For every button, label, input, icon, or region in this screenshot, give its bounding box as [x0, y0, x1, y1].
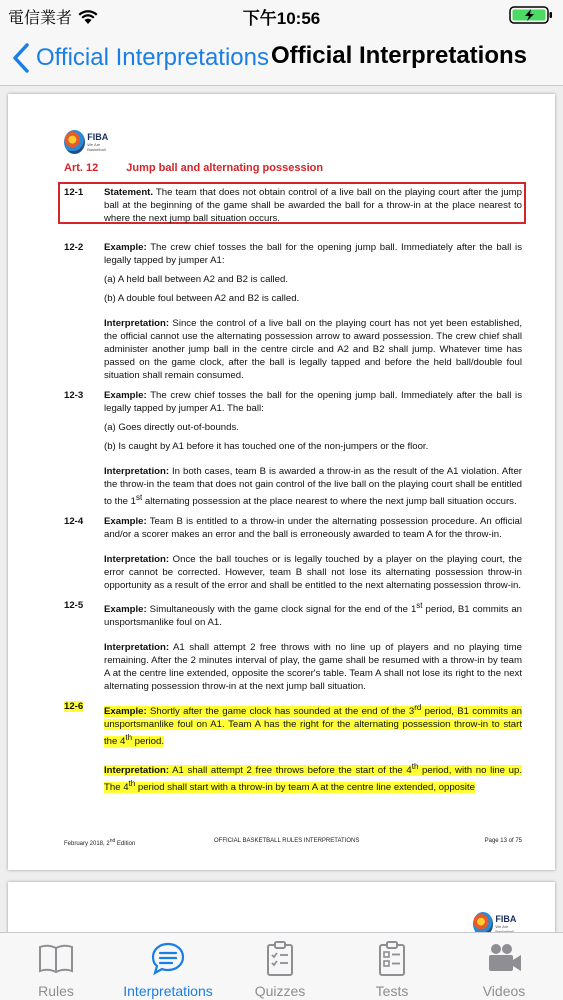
fiba-logo: FIBA We Are Basketball	[64, 127, 116, 157]
entry-number: 12-1	[64, 187, 84, 198]
status-bar	[0, 0, 563, 30]
fiba-ball-icon	[64, 130, 85, 154]
tab-label: Videos	[482, 983, 526, 999]
interpretation-lead: Interpretation:	[104, 318, 170, 329]
page-title: Official Interpretations	[270, 42, 527, 69]
carrier-label: 電信業者	[8, 10, 73, 27]
battery-charging-icon	[509, 6, 555, 24]
status-time: 下午10:56	[242, 9, 321, 28]
back-button[interactable]	[12, 40, 269, 76]
chevron-left-icon	[12, 43, 30, 73]
highlighted-example: Example: Shortly after the game clock has sounded at the end of the 3rd period, B1 commits an unsportsmanlike foul on A1. Team A has the right for the alternating possession throw-in to start the 4th period.	[104, 702, 522, 747]
entry-lead: Example:	[104, 390, 147, 401]
fiba-ball-icon	[473, 912, 493, 932]
entry-12-3: 12-3 Example: The crew chief tosses the ball for the opening jump ball. Immediately after the ball is legally tapped by jumper A1. The ball: (a) Goes directly out-of-bounds. (b) Is caught by A1 before it has touched one of the non-jumpers or the floor. Interpretation: In both cases, team B is awarded a throw-in as the result of the A1 violation. After the throw-in the team that does not gain control of the live ball on the playing court shall be entitled to the 1st alternating possession at the place nearest to where the next jump ball situation occurs.	[64, 390, 522, 508]
entry-lead: Example:	[104, 516, 147, 528]
book-icon	[36, 939, 76, 979]
interpretation-text: Once the ball touches or is legally touched by a player on the playing court, the error cannot be corrected. However, team B shall not lose its alternating possession throw-in opportunity as a result of the error and shall be entitled to the next alternating possession throw-in.	[104, 554, 522, 592]
entry-case-b: (b) Is caught by A1 before it has touched one of the non-jumpers or the floor.	[104, 441, 429, 452]
tab-videos[interactable]	[448, 939, 560, 999]
tab-bar	[0, 932, 563, 1000]
entry-number: 12-6	[64, 701, 84, 713]
tab-label: Tests	[375, 983, 409, 999]
interpretation-lead: Interpretation:	[104, 466, 170, 477]
footer-title: OFFICIAL BASKETBALL RULES INTERPRETATIONS	[214, 838, 360, 844]
interpretation-lead: Interpretation:	[104, 554, 170, 566]
entry-12-2	[64, 241, 522, 382]
video-camera-icon	[484, 939, 524, 979]
interpretation-text: A1 shall attempt 2 free throws with no line up of players and no playing time remaining. After the 2 minutes interval of play, the game shall be resumed with a throw-in by team A at the centre line extended, opposite the scorer's table. Team A shall not lose its right to the next alternating possession throw-in at the next jump ball situation.	[104, 642, 522, 693]
entry-12-5: 12-5 Example: Simultaneously with the game clock signal for the end of the 1st period, B1 commits an unsportsmanlike foul on A1. Interpretation: A1 shall attempt 2 free throws with no line up of players and no playing time remaining. After the 2 minutes interval of play, the game shall be resumed with a throw-in by team A at the centre line extended, opposite the scorer's table. Team A shall not lose its right to the next alternating possession throw-in at the next jump ball situation.	[64, 600, 522, 693]
article-title: Jump ball and alternating possession	[126, 162, 324, 174]
entry-case-a: (a) A held ball between A2 and B2 is called.	[104, 274, 289, 285]
tab-rules[interactable]	[0, 939, 112, 999]
entry-lead: Example:	[104, 604, 147, 616]
entry-lead: Example:	[104, 242, 147, 253]
next-document-page	[8, 882, 555, 932]
clipboard-checklist-icon	[260, 939, 300, 979]
document-page	[8, 94, 555, 870]
entry-text: Team B is entitled to a throw-in under the alternating possession procedure. An official and/or a scorer makes an error and the ball is erroneously awarded to team A for the throw-in.	[104, 516, 522, 541]
entry-text: The crew chief tosses the ball for the opening jump ball. Immediately after the ball is legally tapped by jumper A1:	[104, 242, 522, 266]
highlighted-interpretation: Interpretation: A1 shall attempt 2 free throws before the start of the 4th period, with no line up. The 4th period shall start with a throw-in by team A at the centre line extended, opposite	[104, 761, 522, 794]
footer-page-number: Page 13 of 75	[484, 838, 522, 844]
tab-label: Rules	[38, 983, 74, 999]
entry-text: The crew chief tosses the ball for the opening jump ball. Immediately after the ball is legally tapped by jumper A1. The ball:	[104, 390, 522, 414]
fiba-logo: FIBA We Are Basketball	[473, 910, 523, 932]
tab-tests[interactable]	[336, 939, 448, 999]
document-body	[64, 186, 522, 801]
back-button-label: Official Interpretations	[36, 44, 270, 71]
entry-lead: Statement.	[104, 187, 154, 198]
entry-12-1	[64, 186, 522, 225]
interpretation-text: Since the control of a live ball on the playing court has not yet been established, the official cannot use the alternating possession arrow to award possession. The crew chief shall administer another jump ball in the centre circle and A2 and B2 shall jump. Whatever time has passed on the game clock, after the ball is legally tapped and before the held ball/double foul situation shall remain consumed.	[104, 318, 522, 381]
footer-edition: February 2018, 2nd Edition	[64, 838, 136, 847]
entry-case-a: (a) Goes directly out-of-bounds.	[104, 422, 239, 433]
article-number: Art. 12	[64, 162, 99, 174]
entry-12-4	[64, 515, 522, 592]
tab-label: Quizzes	[254, 983, 306, 999]
entry-12-6	[64, 700, 522, 794]
tab-label: Interpretations	[123, 983, 213, 999]
navigation-bar	[0, 30, 563, 86]
interpretation-text: In both cases, team B is awarded a throw-in as the result of the A1 violation. After the throw-in the team that does not gain control of the live ball on the playing court shall be entitled to the 1	[104, 466, 522, 508]
tab-quizzes[interactable]	[224, 939, 336, 999]
entry-number: 12-5	[64, 600, 84, 612]
test-sheet-icon	[372, 939, 412, 979]
entry-case-b: (b) A double foul between A2 and B2 is called.	[104, 293, 300, 304]
entry-number: 12-4	[64, 516, 84, 528]
document-viewer[interactable]	[0, 86, 563, 932]
entry-text: The team that does not obtain control of a live ball on the playing court after the jump ball at the beginning of the game shall be awarded the ball for a throw-in at the place nearest to where the next jump ball situation occurs.	[104, 187, 522, 224]
entry-number: 12-3	[64, 390, 84, 401]
tab-interpretations[interactable]	[112, 939, 224, 999]
interpretation-lead: Interpretation:	[104, 642, 170, 654]
entry-number: 12-2	[64, 242, 84, 253]
article-header	[64, 162, 323, 174]
chat-bubble-icon	[148, 939, 188, 979]
